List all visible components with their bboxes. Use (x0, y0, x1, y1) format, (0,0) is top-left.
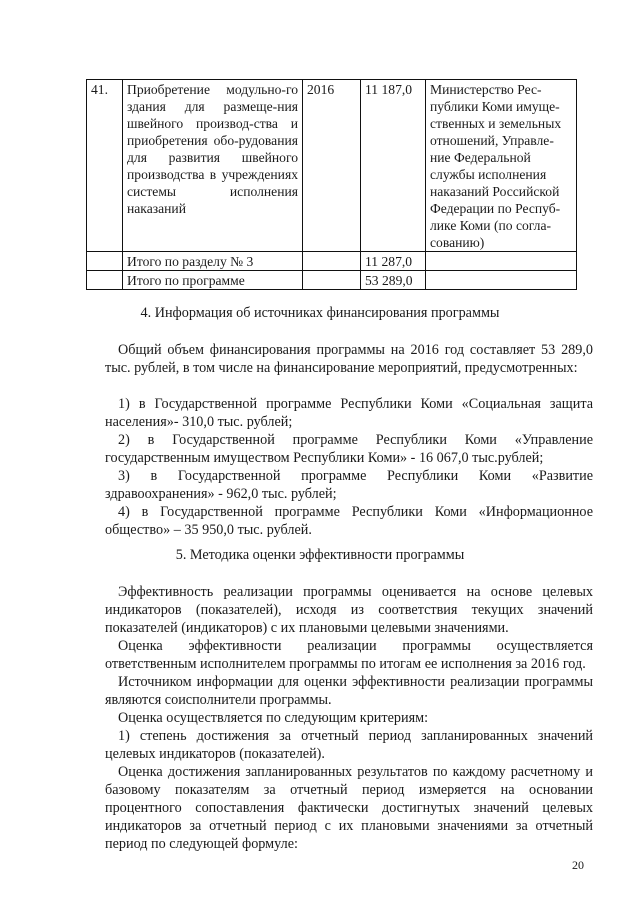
empty-cell (87, 252, 123, 271)
paragraph: 4) в Государственной программе Республики Коми «Информационное общество» – 35 950,0 тыс. рублей. (105, 504, 593, 538)
paragraph: Эффективность реализации программы оценивается на основе целевых индикаторов (показателей), исходя из соответствия текущих значений показателей (индикаторов) с их плановыми целевыми значениями. (105, 584, 593, 636)
paragraph: Источником информации для оценки эффективности реализации программы являются соисполнители программы. (105, 674, 593, 708)
total-sum: 53 289,0 (361, 271, 426, 290)
paragraph: Общий объем финансирования программы на 2016 год составляет 53 289,0 тыс. рублей, в том числе на финансирование мероприятий, предусмотренных: (105, 342, 593, 376)
page-number: 20 (572, 858, 584, 872)
empty-cell (303, 252, 361, 271)
table-row (87, 271, 577, 290)
paragraph: Оценка осуществляется по следующим критериям: (118, 710, 429, 726)
empty-cell (303, 271, 361, 290)
paragraph: Оценка эффективности реализации программы осуществляется ответственным исполнителем программы по итогам ее исполнения за 2016 год. (105, 638, 593, 672)
row-sum: 11 187,0 (361, 80, 426, 252)
empty-cell (87, 271, 123, 290)
empty-cell (426, 271, 577, 290)
paragraph: 1) степень достижения за отчетный период запланированных значений целевых индикаторов (показателей). (105, 728, 593, 762)
paragraph: 1) в Государственной программе Республики Коми «Социальная защита населения»- 310,0 тыс. рублей; (105, 396, 593, 430)
total-label: Итого по программе (123, 271, 303, 290)
paragraph: 2) в Государственной программе Республики Коми «Управление государственным имуществом Республики Коми» - 16 067,0 тыс.рублей; (105, 432, 593, 466)
program-table (86, 79, 577, 290)
row-number: 41. (87, 80, 123, 252)
table-row (87, 80, 577, 252)
section-5-heading: 5. Методика оценки эффективности программы (175, 547, 465, 563)
row-year: 2016 (303, 80, 361, 252)
paragraph: Оценка достижения запланированных результатов по каждому расчетному и базовому показателям за отчетный период измеряется на основании процентного сопоставления фактически достигнутых значений целевых индикаторов за отчетный период с их плановыми значениями за отчетный период по следующей формуле: (105, 764, 593, 852)
row-executor: Министерство Рес-публики Коми имуще-ственных и земельных отношений, Управле-ние Федеральной службы исполнения наказаний Российской Федерации по Респуб-лике Коми (по согла-сованию) (426, 80, 577, 252)
row-activity: Приобретение модульно-го здания для размеще-ния швейного производ-ства и приобретения обо-рудования для развития швейного производства в учреждениях системы исполнения наказаний (123, 80, 303, 252)
paragraph: 3) в Государственной программе Республики Коми «Развитие здравоохранения» - 962,0 тыс. рублей; (105, 468, 593, 502)
empty-cell (426, 252, 577, 271)
section-4-heading: 4. Информация об источниках финансирования программы (140, 305, 500, 321)
total-label: Итого по разделу № 3 (123, 252, 303, 271)
table-row (87, 252, 577, 271)
total-sum: 11 287,0 (361, 252, 426, 271)
